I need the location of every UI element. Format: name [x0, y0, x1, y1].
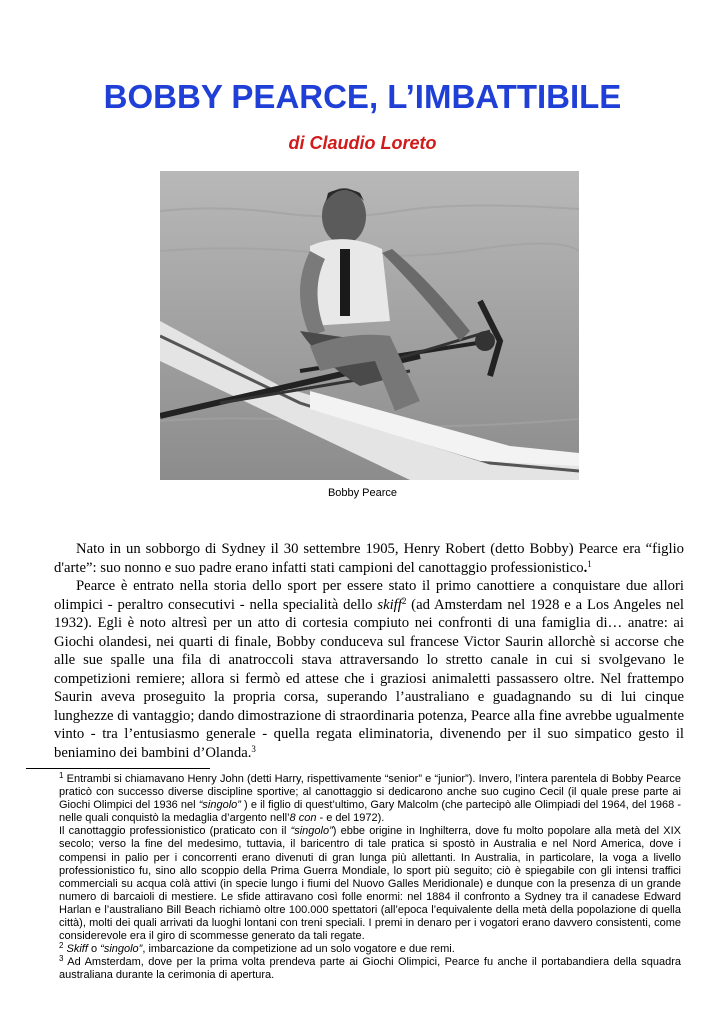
footnote-ref-1[interactable]: 1 — [587, 558, 592, 569]
paragraph-2-text-b: (ad Amsterdam nel 1928 e a Los Angeles nel 1932). Egli è noto altresì per un atto di cortesia compiuto nei confronti di una famiglia di… anatre: ai Giochi olandesi, nei quarti di finale, Bobby conduceva sul francese Victor Saurin allorchè si accorse che alle sue spalle una fila di anatroccoli stava attraversando lo stretto canale in cui si svolgevano le competizioni remiere; allora si fermò ed attese che i graziosi animaletti passassero oltre. Nel frattempo Saurin aveva proseguito la propria corsa, superando l’australiano e guadagnando su di lui cinque lunghezze di vantaggio; dando dimostrazione di straordinaria potenza, Pearce alla fine avrebbe ugualmente vinto - tra l’entusiasmo generale - quella regata eliminatoria, divenendo per il suo simpatico gesto il beniamino dei bambini d’Olanda. — [54, 596, 684, 761]
footnote-ref-2[interactable]: 2 — [401, 595, 407, 606]
footnote-1-italic-b: 8 con — [289, 812, 317, 825]
paragraph-2 — [54, 577, 684, 762]
footnote-2 — [59, 943, 681, 956]
footnote-3-text: Ad Amsterdam, dove per la prima volta prendeva parte ai Giochi Olimpici, Pearce fu anche il portabandiera della squadra australiana durante la cerimonia di apertura. — [59, 956, 681, 982]
footnotes — [59, 773, 681, 983]
paragraph-1 — [54, 540, 684, 577]
footnote-2-text-a: o — [87, 943, 101, 956]
paragraph-1-text: Nato in un sobborgo di Sydney il 30 settembre 1905, Henry Robert (detto Bobby) Pearce era “figlio d'arte”: suo nonno e suo padre erano infatti stati campioni del canottaggio professionistico — [54, 541, 684, 576]
footnote-separator — [26, 768, 210, 769]
footnote-3-mark: 3 — [59, 954, 64, 964]
footnote-1-mark: 1 — [59, 771, 64, 780]
footnote-2-text-b: , imbarcazione da competizione ad un solo vogatore e due remi. — [142, 943, 455, 956]
footnote-1-cont-a: Il canottaggio professionistico (praticato con il — [59, 825, 291, 838]
footnote-3 — [59, 956, 681, 982]
footnote-1 — [59, 773, 681, 825]
rower-photo — [160, 171, 579, 480]
footnote-2-italic-b: “singolo” — [100, 943, 143, 956]
footnote-1-text-c: - e del 1972). — [316, 812, 385, 825]
footnote-1-continued — [59, 825, 681, 943]
author-byline: di Claudio Loreto — [288, 133, 437, 153]
paragraph-1-end: . — [583, 559, 588, 576]
paragraph-2-text-a: Pearce è entrato nella storia dello sport per essere stato il primo canottiere a conquistare due allori olimpici - peraltro consecutivi - nella specialità dello — [54, 578, 684, 613]
page-title: BOBBY PEARCE, L’IMBATTIBILE — [103, 78, 622, 115]
footnote-2-mark: 2 — [59, 941, 64, 951]
footnote-1-cont-b: ) ebbe origine in Inghilterra, dove fu molto popolare alla metà del XIX secolo; verso la fine del medesimo, tuttavia, il baricentro di tale pratica si spostò in Australia e nel Nord America, dove i compensi in palio per i concorrenti erano divenuti di gran lunga più allettanti. In Australia, in particolare, la voga a livello professionistico fu, sino allo scoppio della Prima Guerra Mondiale, lo sport più seguito; ciò è spiegabile con gli intensi traffici commerciali su acqua colà attivi (in specie lungo i fiumi del Nuovo Galles Meridionale) e dunque con la presenza di un grande numero di barcaioli di mestiere. Le sfide attiravano così folle enormi: nel 1884 il confronto a Sydney tra il canadese Edward Harlan e l’australiano Bill Beach richiamò oltre 100.000 spettatori (all’epoca l’equivalente della metà della popolazione di quella città), molti dei quali arrivati da luoghi lontani con treni speciali. I premi in denaro per i vogatori erano davvero consistenti, come considerevole era il giro di scommesse generato da tali regate. — [59, 825, 681, 943]
footnote-1-text-b: ) e il figlio di quest’ultimo, Gary Malcolm (che partecipò alle Olimpiadi del 1964, del 1968 - nelle quali conquistò la medaglia d’argento nell’ — [59, 799, 681, 825]
skiff-term: skiff — [377, 596, 402, 613]
photo-caption: Bobby Pearce — [327, 487, 398, 499]
article-body — [54, 540, 684, 762]
footnote-1-cont-italic: “singolo” — [290, 825, 333, 838]
footnote-ref-3[interactable]: 3 — [251, 743, 256, 754]
footnote-2-italic-a: Skiff — [66, 943, 88, 956]
footnote-1-italic-a: “singolo” — [198, 799, 241, 812]
footnote-1-text-a: Entrambi si chiamavano Henry John (detti Harry, rispettivamente “senior” e “junior”). Invero, l’intera parentela di Bobby Pearce praticò con successo diverse discipline sportive; al canottaggio si dedicarono anche suo cugino Cecil (il quale prese parte ai Giochi Olimpici del 1936 nel — [59, 773, 681, 812]
